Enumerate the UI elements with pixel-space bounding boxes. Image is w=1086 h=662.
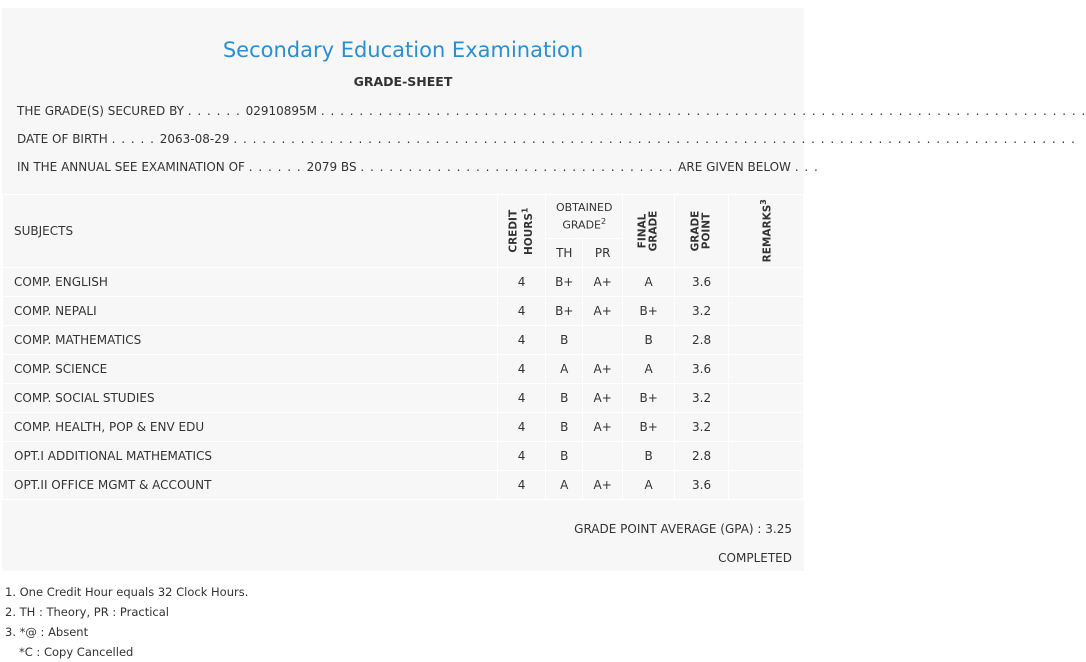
remarks-cell (729, 384, 804, 413)
status-text: COMPLETED (718, 551, 792, 565)
credit-cell: 4 (497, 268, 545, 297)
exam-year: 2079 BS (306, 160, 357, 174)
grade-point-cell: 2.8 (675, 326, 729, 355)
gp-line2: POINT (700, 212, 713, 250)
final-line2: GRADE (647, 210, 660, 252)
obtained-grade-header-label (546, 201, 622, 233)
pr-cell: A+ (583, 355, 623, 384)
pr-cell: A+ (583, 384, 623, 413)
credit-cell: 4 (497, 297, 545, 326)
remarks-cell (729, 413, 804, 442)
table-row (3, 326, 804, 355)
dots: . . . . . (111, 132, 160, 146)
credit-hours-sup: 1 (520, 207, 530, 213)
table-row (3, 355, 804, 384)
dots: . . . . . . . . . . . . . . . . . . . . . . . . . . . . . . . . . . . . . . . . . . . . . . . . . . . . . . . . . . . . . . . . . . . . . . . . . . . . . . . . (320, 104, 1086, 118)
th-cell: A (546, 471, 583, 500)
footnote-3b: *C : Copy Cancelled (19, 645, 134, 659)
obtained-line1: OBTAINED (555, 200, 613, 214)
th-cell: B (546, 442, 583, 471)
subject-cell: OPT.II OFFICE MGMT & ACCOUNT (3, 471, 498, 500)
table-row (3, 268, 804, 297)
dob-line (17, 132, 1076, 146)
credit-hours-line1: CREDIT (507, 209, 520, 253)
grade-sheet-card (2, 8, 1086, 571)
remarks-cell (729, 442, 804, 471)
th-cell: B+ (546, 268, 583, 297)
remarks-cell (729, 268, 804, 297)
table-row (3, 471, 804, 500)
remarks-header (729, 195, 804, 268)
page-subtitle: GRADE-SHEET (353, 74, 453, 89)
dob-value: 2063-08-29 (159, 132, 230, 146)
final-grade-cell: B+ (623, 384, 675, 413)
final-grade-cell: B+ (623, 297, 675, 326)
table-row (3, 297, 804, 326)
grade-point-cell: 3.6 (675, 355, 729, 384)
grade-point-cell: 3.2 (675, 384, 729, 413)
remarks-cell (729, 326, 804, 355)
th-cell: B (546, 326, 583, 355)
final-grade-cell: B (623, 326, 675, 355)
pr-cell: A+ (583, 471, 623, 500)
table-row (3, 413, 804, 442)
symbol-number: 02910895M (245, 104, 318, 118)
credit-hours-line2: HOURS (522, 212, 535, 255)
pr-cell: A+ (583, 297, 623, 326)
th-cell: B (546, 384, 583, 413)
remarks-line: REMARKS (761, 204, 774, 263)
credit-cell: 4 (497, 413, 545, 442)
subject-cell: COMP. NEPALI (3, 297, 498, 326)
table-row (3, 384, 804, 413)
dots: . . . . . . . . . . . . . . . . . . . . . . . . . . . . . . . . . (360, 160, 679, 174)
subject-cell: COMP. ENGLISH (3, 268, 498, 297)
dob-label: DATE OF BIRTH (17, 132, 108, 146)
page-title: Secondary Education Examination (222, 38, 584, 62)
pr-cell (583, 442, 623, 471)
footnote-3: 3. *@ : Absent (5, 625, 89, 639)
subject-cell: COMP. HEALTH, POP & ENV EDU (3, 413, 498, 442)
exam-label: IN THE ANNUAL SEE EXAMINATION OF (17, 160, 245, 174)
footnotes (5, 582, 248, 662)
subjects-header (3, 195, 498, 268)
obtained-grade-header (546, 195, 623, 239)
remarks-cell (729, 471, 804, 500)
grade-point-cell: 3.6 (675, 471, 729, 500)
subject-cell: OPT.I ADDITIONAL MATHEMATICS (3, 442, 498, 471)
gp-line1: GRADE (689, 210, 702, 252)
table-row (3, 442, 804, 471)
pr-cell (583, 326, 623, 355)
grade-point-cell: 2.8 (675, 442, 729, 471)
grades-table (2, 194, 804, 500)
remarks-cell (729, 355, 804, 384)
obtained-line2: GRADE (562, 218, 601, 232)
obtained-sup: 2 (601, 216, 607, 226)
final-grade-cell: B (623, 442, 675, 471)
th-cell: A (546, 355, 583, 384)
grade-point-header (675, 195, 729, 268)
grade-point-cell: 3.2 (675, 413, 729, 442)
credit-cell: 4 (497, 326, 545, 355)
dots: . . . . . . (187, 104, 246, 118)
th-header: TH (546, 239, 583, 268)
final-grade-cell: A (623, 471, 675, 500)
credit-hours-header-label (508, 207, 535, 254)
grade-point-header-label (691, 211, 713, 252)
subject-cell: COMP. SCIENCE (3, 355, 498, 384)
footnote-1: 1. One Credit Hour equals 32 Clock Hours. (5, 585, 249, 599)
footnote-2: 2. TH : Theory, PR : Practical (5, 605, 169, 619)
pr-cell: A+ (583, 413, 623, 442)
remarks-sup: 3 (759, 199, 769, 205)
remarks-header-label (758, 199, 774, 262)
final-line1: FINAL (636, 213, 649, 249)
pr-header: PR (583, 239, 623, 268)
subject-cell: COMP. SOCIAL STUDIES (3, 384, 498, 413)
dots: . . . . . . (248, 160, 307, 174)
th-cell: B+ (546, 297, 583, 326)
gpa-summary: GRADE POINT AVERAGE (GPA) : 3.25 (574, 522, 792, 536)
secured-by-line (17, 104, 1086, 118)
dots: . . . . . . . . . . . . . . . . . . . . . . . . . . . . . . . . . . . . . . . . . . . . . . . . . . . . . . . . . . . . . . . . . . . . . . . . . . . . . . . . . . . . . . . . (233, 132, 1076, 146)
grade-point-cell: 3.6 (675, 268, 729, 297)
final-grade-header-label (638, 211, 660, 252)
credit-cell: 4 (497, 384, 545, 413)
final-grade-header (623, 195, 675, 268)
final-grade-cell: A (623, 268, 675, 297)
credit-cell: 4 (497, 471, 545, 500)
remarks-cell (729, 297, 804, 326)
grade-point-cell: 3.2 (675, 297, 729, 326)
given-below-text: ARE GIVEN BELOW (678, 160, 791, 174)
table-header-row (3, 195, 804, 239)
pr-cell: A+ (583, 268, 623, 297)
final-grade-cell: B+ (623, 413, 675, 442)
final-grade-cell: A (623, 355, 675, 384)
credit-hours-header (497, 195, 545, 268)
subjects-header-label: SUBJECTS (14, 224, 74, 238)
secured-by-label: THE GRADE(S) SECURED BY (17, 104, 184, 118)
exam-line (17, 160, 819, 174)
dots: . . . (794, 160, 819, 174)
credit-cell: 4 (497, 355, 545, 384)
credit-cell: 4 (497, 442, 545, 471)
th-cell: B (546, 413, 583, 442)
subject-cell: COMP. MATHEMATICS (3, 326, 498, 355)
